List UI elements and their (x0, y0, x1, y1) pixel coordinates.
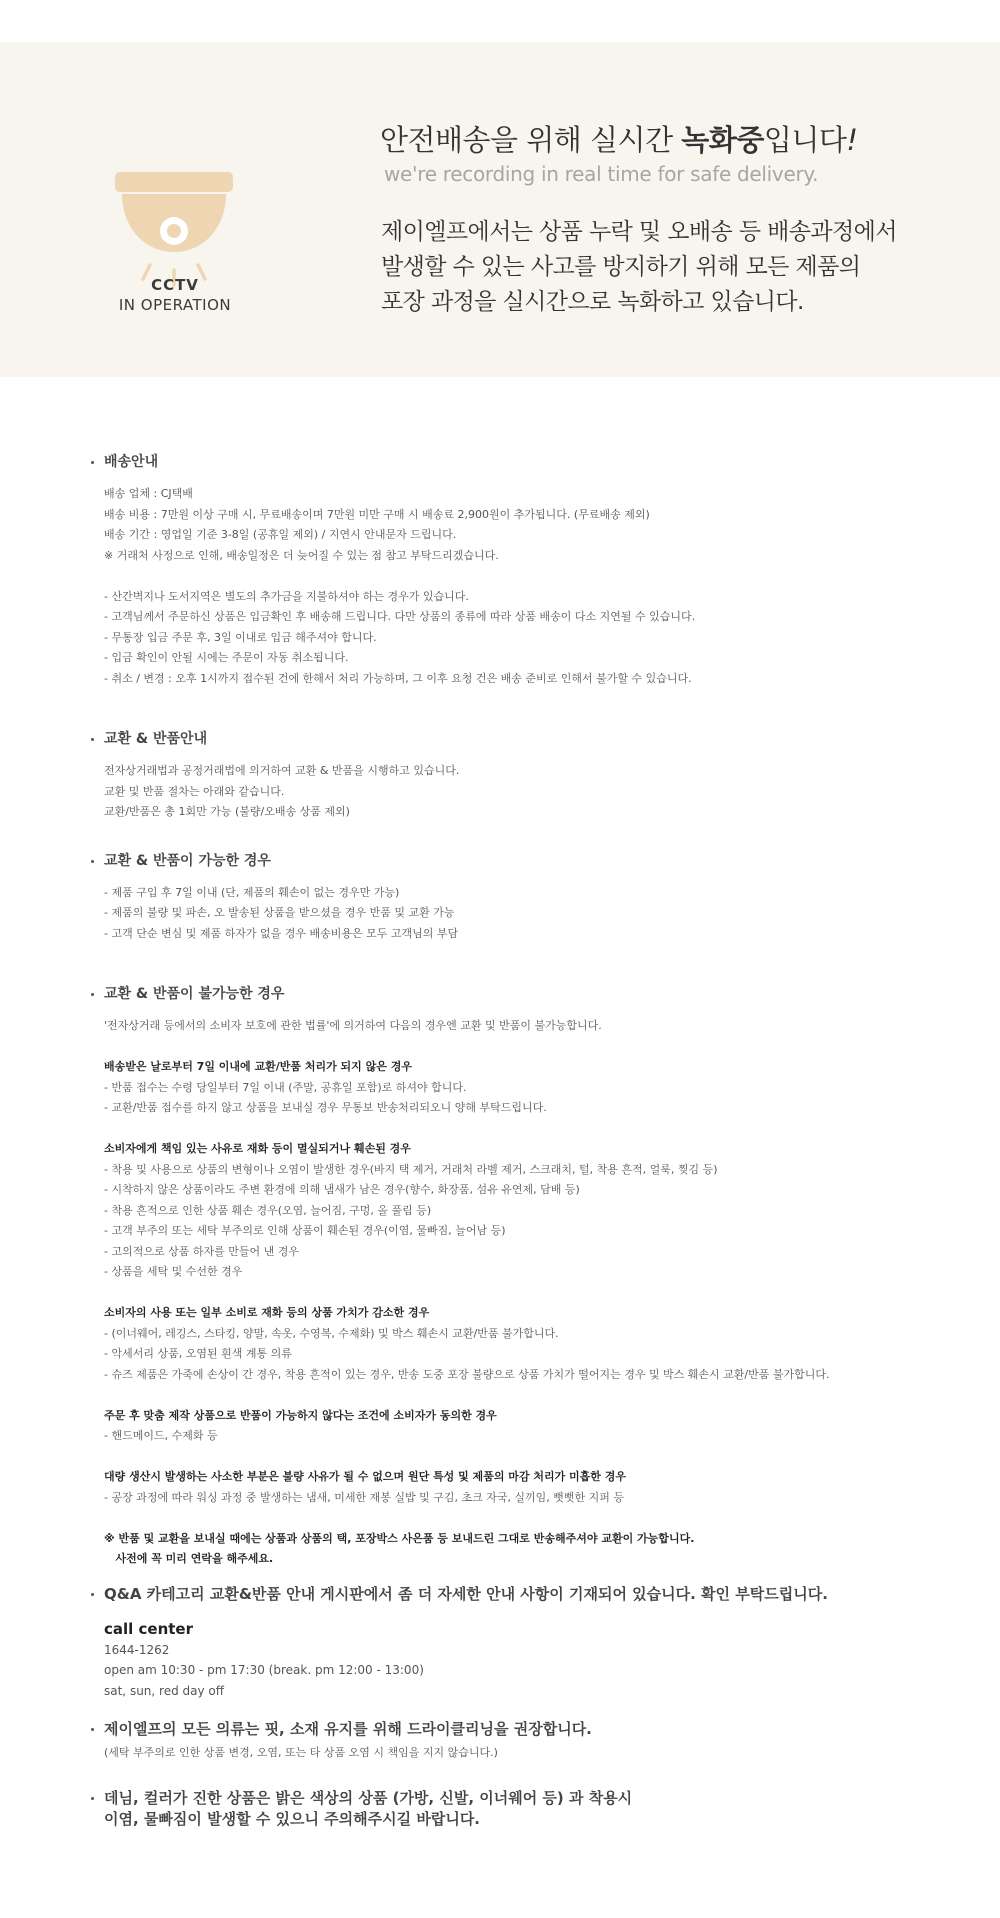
text-line: - (이너웨어, 레깅스, 스타킹, 양말, 속옷, 수영복, 수제화) 및 박스 훼손시 교환/반품 불가합니다. (104, 1326, 559, 1340)
banner-desc-line: 포장 과정을 실시간으로 녹화하고 있습니다. (381, 289, 804, 315)
text-line: - 착용 및 사용으로 상품의 변형이나 오염이 발생한 경우(바지 택 제거, 거래처 라벨 제거, 스크래치, 털, 착용 흔적, 얼룩, 찢김 등) (104, 1162, 718, 1176)
qa-section (91, 1584, 971, 1604)
text-line: - 고객 단순 변심 및 제품 하자가 없을 경우 배송비용은 모두 고객님의 부담 (104, 926, 459, 940)
section-title: 교환 & 반품이 불가능한 경우 (91, 984, 971, 1004)
qa-notice: Q&A 카테고리 교환&반품 안내 게시판에서 좀 더 자세한 안내 사항이 기재되어 있습니다. 확인 부탁드립니다. (91, 1584, 971, 1604)
notice-line: ※ 반품 및 교환을 보내실 때에는 상품과 상품의 택, 포장박스 사은품 등 보내드린 그대로 반송해주셔야 교환이 가능합니다. (104, 1531, 695, 1545)
banner-title-bold: 녹화중 (681, 123, 764, 157)
text-line: 교환/반품은 총 1회만 가능 (불량/오배송 상품 제외) (104, 805, 350, 818)
text-line: 교환 및 반품 절차는 아래와 같습니다. (104, 784, 285, 798)
text-line: - 무통장 입금 주문 후, 3일 이내로 입금 해주셔야 합니다. (104, 630, 377, 644)
text-line: - 입금 확인이 안될 시에는 주문이 자동 취소됩니다. (104, 651, 349, 664)
cctv-label: CCTV (151, 276, 199, 294)
call-center-hours: open am 10:30 - pm 17:30 (break. pm 12:00 - 13:00) (104, 1663, 424, 1677)
banner-title-pre: 안전배송을 위해 실시간 (380, 123, 682, 157)
text-line: 전자상거래법과 공정거래법에 의거하여 교환 & 반품을 시행하고 있습니다. (104, 764, 460, 777)
impossible-lines (91, 1016, 971, 1570)
text-line: - 공장 과정에 따라 워싱 과정 중 발생하는 냄새, 미세한 재봉 실밥 및 구김, 초크 자국, 실끼임, 뻣뻣한 지퍼 등 (104, 1490, 625, 1504)
text-line: - 악세서리 상품, 오염된 흰색 계통 의류 (104, 1347, 292, 1360)
banner-subtitle: we're recording in real time for safe delivery. (384, 162, 819, 186)
call-center-phone: 1644-1262 (104, 1642, 170, 1657)
condition-heading: 주문 후 맞춤 제작 상품으로 반품이 가능하지 않다는 조건에 소비자가 동의한 경우 (104, 1408, 497, 1422)
banner-title-mark: ! (846, 123, 858, 157)
banner-desc-line: 발생할 수 있는 사고를 방지하기 위해 모든 제품의 (381, 254, 861, 280)
blank-line (104, 1385, 971, 1406)
text-line: - 제품의 불량 및 파손, 오 발송된 상품을 받으셨을 경우 반품 및 교환 가능 (104, 906, 455, 919)
text-line: 배송 업체 : CJ택배 (104, 487, 193, 500)
condition-heading: 대량 생산시 발생하는 사소한 부분은 불량 사유가 될 수 없으며 원단 특성 및 제품의 마감 처리가 미흡한 경우 (104, 1470, 627, 1483)
dryclean-notice: 제이엘프의 모든 의류는 핏, 소재 유지를 위해 드라이클리닝을 권장합니다. (91, 1719, 971, 1739)
exchange-lines (91, 761, 971, 823)
text-line: - 고의적으로 상품 하자를 만들어 낸 경우 (104, 1244, 299, 1258)
info-content (91, 452, 971, 1830)
blank-line (104, 1447, 971, 1468)
text-line: - 반품 접수는 수령 당일부터 7일 이내 (주말, 공휴일 포함)로 하셔야 합니다. (104, 1080, 467, 1094)
impossible-section (91, 984, 971, 1570)
text-line: - 슈즈 제품은 가죽에 손상이 간 경우, 착용 흔적이 있는 경우, 반송 도중 포장 불량으로 상품 가치가 떨어지는 경우 및 박스 훼손시 교환/반품 불가합니다. (104, 1367, 830, 1381)
text-line: - 제품 구입 후 7일 이내 (단, 제품의 훼손이 없는 경우만 가능) (104, 885, 400, 899)
call-center-title: call center (104, 1619, 194, 1638)
text-line: - 핸드메이드, 수제화 등 (104, 1429, 218, 1442)
blank-line (104, 566, 971, 587)
exchange-section (91, 729, 971, 823)
denim-notice: 데님, 컬러가 진한 상품은 밝은 색상의 상품 (가방, 신발, 이너웨어 등) 과 착용시 (91, 1788, 971, 1808)
condition-heading: 소비자에게 책임 있는 사유로 재화 등이 멸실되거나 훼손된 경우 (104, 1142, 411, 1155)
section-title: 교환 & 반품이 가능한 경우 (91, 851, 971, 871)
call-center-info (91, 1640, 971, 1702)
condition-heading: 소비자의 사용 또는 일부 소비로 재화 등의 상품 가치가 감소한 경우 (104, 1306, 430, 1319)
call-center-off: sat, sun, red day off (104, 1683, 225, 1698)
blank-line (104, 1283, 971, 1304)
text-line: '전자상거래 등에서의 소비자 보호에 관한 법률'에 의거하여 다음의 경우엔 교환 및 반품이 불가능합니다. (104, 1019, 602, 1032)
call-center-section (91, 1618, 971, 1702)
text-line: - 시착하지 않은 상품이라도 주변 환경에 의해 냄새가 남은 경우(향수, 화장품, 섬유 유연제, 담배 등) (104, 1183, 580, 1196)
denim-notice-line: 이염, 물빠짐이 발생할 수 있으니 주의해주시길 바랍니다. (104, 1809, 481, 1828)
condition-heading: 배송받은 날로부터 7일 이내에 교환/반품 처리가 되지 않은 경우 (104, 1060, 412, 1073)
shipping-lines (91, 484, 971, 689)
blank-line (104, 1037, 971, 1058)
text-line: 배송 기간 : 영업일 기준 3-8일 (공휴일 제외) / 지연시 안내문자 드립니다. (104, 528, 457, 541)
text-line: ※ 거래처 사정으로 인해, 배송일정은 더 늦어질 수 있는 점 참고 부탁드리겠습니다. (104, 548, 499, 562)
banner-description (381, 215, 897, 320)
text-line: - 고객 부주의 또는 세탁 부주의로 인해 상품이 훼손된 경우(이염, 물빠짐, 늘어남 등) (104, 1224, 506, 1237)
banner-desc-line: 제이엘프에서는 상품 누락 및 오배송 등 배송과정에서 (381, 219, 897, 245)
blank-line (104, 1508, 971, 1529)
text-line: 배송 비용 : 7만원 이상 구매 시, 무료배송이며 7만원 미만 구매 시 배송료 2,900원이 추가됩니다. (무료배송 제외) (104, 507, 650, 521)
possible-section (91, 851, 971, 945)
cctv-banner (0, 42, 1000, 377)
dryclean-lines (91, 1743, 971, 1764)
text-line: - 고객님께서 주문하신 상품은 입금확인 후 배송해 드립니다. 다만 상품의 종류에 따라 상품 배송이 다소 지연될 수 있습니다. (104, 610, 696, 623)
cctv-camera-icon (114, 172, 234, 290)
possible-lines (91, 883, 971, 945)
banner-title (380, 118, 858, 159)
section-title: 교환 & 반품안내 (91, 729, 971, 749)
cctv-sub-label: IN OPERATION (118, 296, 232, 314)
blank-line (104, 1119, 971, 1140)
notice-line: 사전에 꼭 미리 연락을 해주세요. (104, 1552, 274, 1565)
section-title: 배송안내 (91, 452, 971, 472)
text-line: - 상품을 세탁 및 수선한 경우 (104, 1265, 243, 1278)
shipping-section (91, 452, 971, 689)
banner-title-post: 입니다 (763, 123, 847, 157)
text-line: - 교환/반품 접수를 하지 않고 상품을 보내실 경우 무통보 반송처리되오니 양해 부탁드립니다. (104, 1101, 547, 1114)
denim-section (91, 1788, 971, 1830)
text-line: - 산간벽지나 도서지역은 별도의 추가금을 지불하셔야 하는 경우가 있습니다. (104, 589, 469, 603)
text-line: - 취소 / 변경 : 오후 1시까지 접수된 건에 한해서 처리 가능하며, 그 이후 요청 건은 배송 준비로 인해서 불가할 수 있습니다. (104, 671, 692, 685)
text-line: (세탁 부주의로 인한 상품 변경, 오염, 또는 타 상품 오염 시 책임을 지지 않습니다.) (104, 1746, 498, 1759)
dryclean-section (91, 1719, 971, 1764)
text-line: - 착용 흔적으로 인한 상품 훼손 경우(오염, 늘어짐, 구멍, 올 풀림 등) (104, 1203, 432, 1217)
